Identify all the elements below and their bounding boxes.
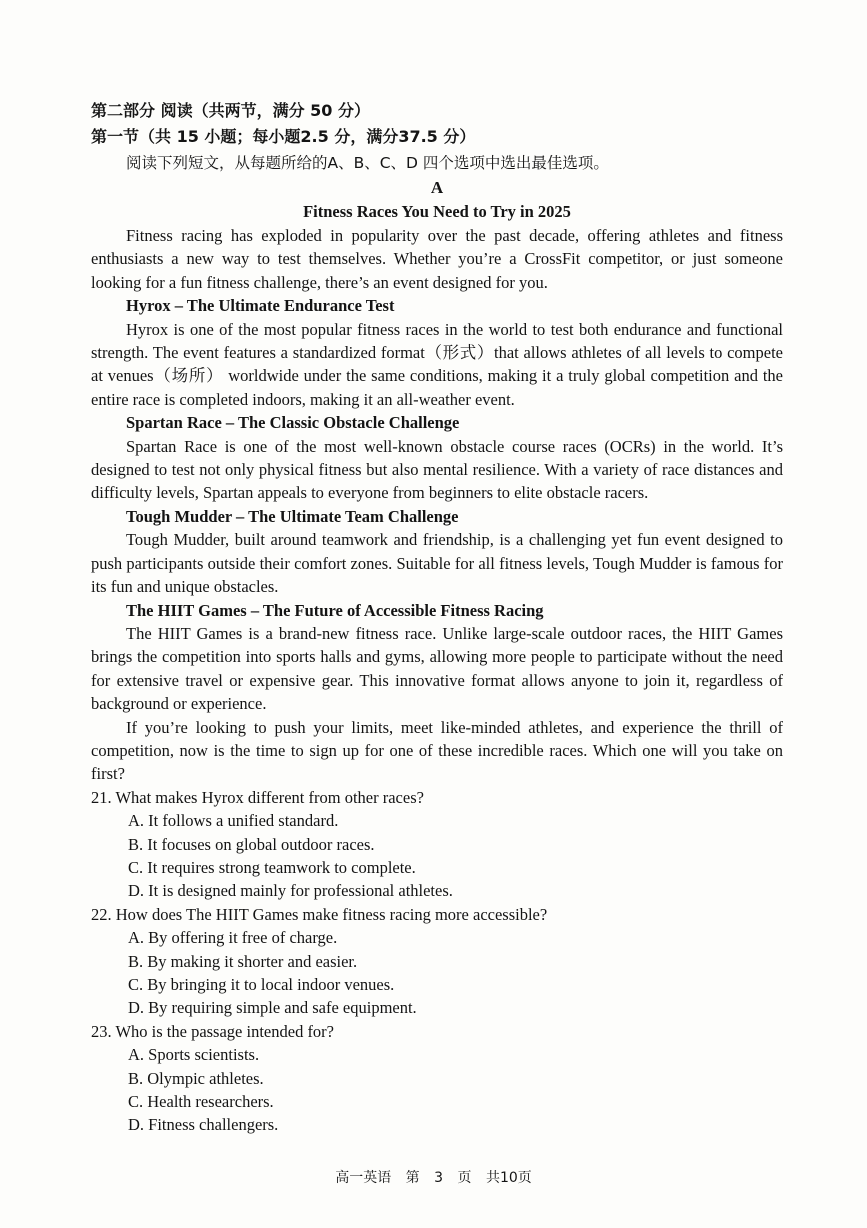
option-a: A. Sports scientists.	[128, 1045, 260, 1065]
option-c: C. By bringing it to local indoor venues.	[128, 975, 395, 994]
question-23	[91, 1020, 783, 1137]
question-22	[91, 903, 783, 1020]
passage-title: Fitness Races You Need to Try in 2025	[303, 202, 571, 221]
section-text-hyrox: Hyrox is one of the most popular fitness races in the world to test both endurance and functional strength. The event features a standardized format（形式）that allows athletes of all levels to compete at venues（场所） worldwide under the same conditions, making it a truly global competition and the entire race is completed indoors, making it an all-weather event.	[91, 319, 783, 409]
section-heading-hiit: The HIIT Games – The Future of Accessible Fitness Racing	[126, 600, 544, 620]
option-d: D. It is designed mainly for professional athletes.	[128, 881, 453, 901]
section-title: 第一节（共 15 小题；每小题2.5 分，满分37.5 分）	[91, 127, 476, 146]
option-b: B. Olympic athletes.	[128, 1068, 264, 1088]
section-text-hiit: The HIIT Games is a brand-new fitness race. Unlike large-scale outdoor races, the HIIT Games brings the competition into sports halls and gyms, allowing more people to participate without the need for extensive travel or expensive gear. This innovative format allows anyone to join it, regardless of background or experience.	[91, 623, 783, 714]
passage-label: A	[430, 178, 444, 197]
option-a: A. It follows a unified standard.	[128, 811, 339, 831]
question-stem: 21. What makes Hyrox different from other races?	[91, 787, 424, 807]
question-stem: 22. How does The HIIT Games make fitness racing more accessible?	[91, 904, 548, 924]
section-heading-spartan: Spartan Race – The Classic Obstacle Challenge	[126, 413, 460, 433]
instruction: 阅读下列短文，从每题所给的A、B、C、D 四个选项中选出最佳选项。	[126, 154, 609, 172]
question-stem: 23. Who is the passage intended for?	[91, 1021, 335, 1041]
exam-page	[91, 98, 783, 1137]
option-b: B. It focuses on global outdoor races.	[128, 834, 375, 854]
option-c: C. Health researchers.	[128, 1092, 274, 1112]
passage-closing: If you’re looking to push your limits, meet like-minded athletes, and experience the thrill of competition, now is the time to sign up for one of these incredible races. Which one will you take on first?	[91, 717, 783, 784]
option-d: D. Fitness challengers.	[128, 1115, 279, 1135]
option-b: B. By making it shorter and easier.	[128, 951, 358, 971]
question-21	[91, 786, 783, 903]
section-text-tough-mudder: Tough Mudder, built around teamwork and friendship, is a challenging yet fun event designed to push participants outside their comfort zones. Suitable for all fitness levels, Tough Mudder is famous for its fun and unique obstacles.	[91, 530, 783, 597]
passage-intro: Fitness racing has exploded in popularity over the past decade, offering athletes and fitness enthusiasts a new way to test themselves. Whether you’re a CrossFit competitor, or just someone looking for a fun fitness challenge, there’s an event designed for you.	[91, 226, 783, 292]
part-title: 第二部分 阅读（共两节，满分 50 分）	[91, 101, 370, 120]
option-c: C. It requires strong teamwork to complete.	[128, 857, 416, 877]
option-d: D. By requiring simple and safe equipment.	[128, 998, 417, 1018]
section-heading-hyrox: Hyrox – The Ultimate Endurance Test	[126, 296, 395, 316]
option-a: A. By offering it free of charge.	[128, 928, 338, 948]
section-heading-tough-mudder: Tough Mudder – The Ultimate Team Challenge	[126, 506, 459, 526]
page-footer: 高一英语 第 3 页 共10页	[335, 1170, 532, 1186]
section-text-spartan: Spartan Race is one of the most well-known obstacle course races (OCRs) in the world. It’s designed to test not only physical fitness but also mental resilience. With a variety of race distances and difficulty levels, Spartan appeals to everyone from beginners to elite obstacle racers.	[91, 436, 783, 503]
